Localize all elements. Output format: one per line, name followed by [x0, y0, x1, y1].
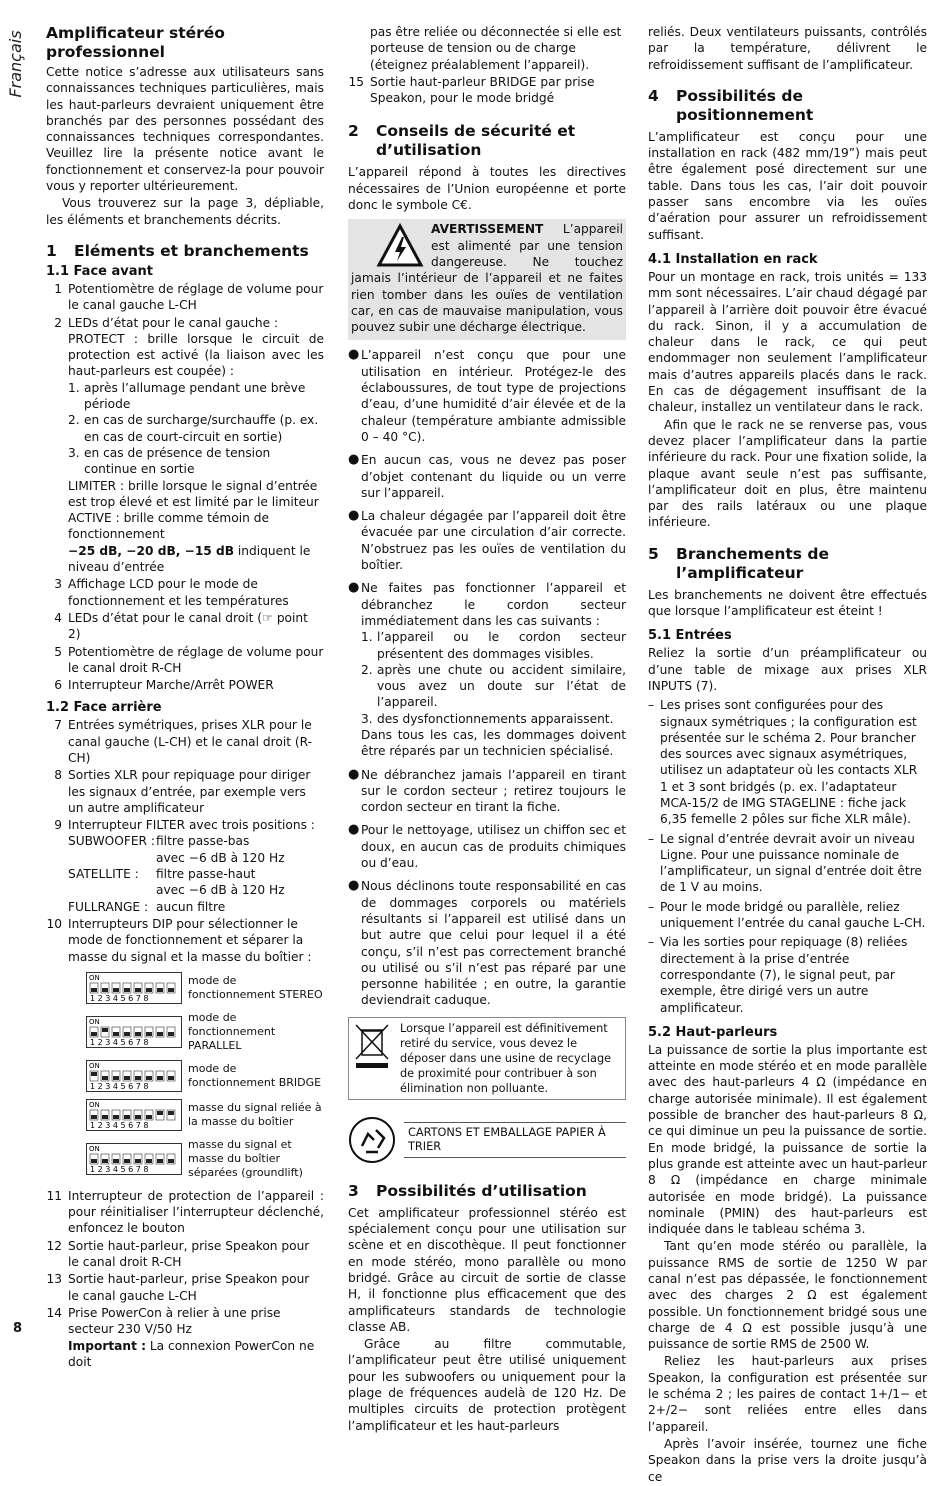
list-item-continued: pas être reliée ou déconnectée si elle est porteuse de tension ou de charge (éteignez préalablement l’appareil).	[370, 25, 622, 72]
bullet-item: ● En aucun cas, vous ne devez pas poser d’objet contenant du liquide ou un verre sur l’appareil.	[348, 452, 626, 500]
section-1-heading: 1 Eléments et branchements	[46, 241, 309, 260]
bullet-item: ● Pour le nettoyage, utilisez un chiffon sec et doux, en aucun cas de produits chimiques ou d’eau.	[348, 822, 626, 871]
section-3-paragraph-2: Grâce au filtre commutable, l’amplificateur peut être utilisé uniquement pour les subwoofers ou uniquement pour la plage de fréquences audelà de 120 Hz. De multiples circuits de protection protègent l’amplificateur et les haut-parleurs	[348, 1337, 626, 1433]
section-2-intro: L’appareil répond à toutes les directives nécessaires de l’Union européenne et porte donc le symbole C€.	[348, 165, 626, 213]
intro-paragraph: Cette notice s’adresse aux utilisateurs sans connaissances techniques particulières, mais les haut-parleurs devraient uniquement être branchés par des personnes possédant des connaissances techniques correspondantes. Veuillez lire la présente notice avant le fonctionnement et conservez-la pour pouvoir vous y reporter ultérieurement.	[46, 65, 324, 194]
dash-item: – Via les sorties pour repiquage (8) reliées directement à la prise d’entrée correspondante (7), le signal peut, par exemple, être dirigé vers un autre amplificateur.	[648, 935, 908, 1015]
subsection-4-1-paragraph: Pour un montage en rack, trois unités = 133 mm sont nécessaires. L’air chaud dégagé par l’appareil à l’arrière doit pouvoir être évacué du rack. Sinon, il y a accumulation de chaleur dans le rack, ce qui peut endommager non seulement l’amplificateur mais d’autres appareils placés dans le rack. En cas de dégagement insuffisant de la chaleur, installez un ventilateur dans le rack.	[648, 269, 927, 415]
continued-paragraph: reliés. Deux ventilateurs puissants, contrôlés par la température, délivrent le refroidissement suffisant de l’amplificateur.	[648, 25, 927, 72]
subsection-5-2-paragraph-2: Tant qu’en mode stéréo ou parallèle, la puissance RMS de sortie de 1250 W par canal n’est pas dépassée, le fonctionnement avec des charges 2 Ω est également possible. Un fonctionnement bridgé sous une charge de 4 Ω est possible jusqu’à une puissance de sortie RMS de 2500 W.	[648, 1239, 927, 1352]
dip-switch-diagram-stereo: ON 1 2 3 4 5 6 7 8 mode de fonctionnement STEREO	[46, 972, 324, 1004]
dip-switch-icon	[86, 1143, 182, 1175]
subsection-1-2: 1.2 Face arrière	[46, 700, 162, 716]
recycle-icon	[348, 1116, 396, 1164]
warning-box: AVERTISSEMENT L’appareil est alimenté par une tension dangereuse. Ne touchez jamais l’intérieur de l’appareil et ne faites rien tomber dans les ouïes de ventilation car, en cas de mauvaise manipulation, vous pouvez subir une décharge électrique.	[348, 219, 626, 340]
document-title: Amplificateur stéréo professionnel	[46, 24, 225, 61]
subsection-5-2-paragraph-3: Reliez les haut-parleurs aux prises Speakon, la configuration est présentée sur le schéma 2 ; les paires de contact 1+/1− et 2+/2− sont reliées entre elles dans l’appareil.	[648, 1354, 927, 1434]
subsection-5-1: 5.1 Entrées	[648, 628, 732, 644]
dash-item: – Le signal d’entrée devrait avoir un niveau Ligne. Pour une puissance nominale de l’amplificateur, un signal d’entrée doit être de 1 V au moins.	[648, 831, 922, 895]
bullet-item: ● L’appareil n’est conçu que pour une utilisation en intérieur. Protégez-le des éclaboussures, de tout type de projections d’eau, d’une humidité d’air élevée et de la chaleur (température ambiante admissible 0 – 40 °C).	[348, 347, 626, 444]
section-5-heading: 5 Branchements de l’amplificateur	[648, 544, 830, 582]
dip-switch-icon	[86, 1099, 182, 1131]
dip-switch-diagram-ground: ON 1 2 3 4 5 6 7 8 masse du signal reliée à la masse du boîtier	[46, 1099, 324, 1131]
column-3	[648, 24, 927, 1486]
crossed-out-bin-icon	[352, 1021, 392, 1071]
list-item: 4 LEDs d’état pour le canal droit (☞ point 2)	[54, 610, 308, 642]
svg-text:1 2 3 4 5 6 7 8: 1 2 3 4 5 6 7 8	[90, 1164, 149, 1174]
high-voltage-warning-icon	[377, 223, 423, 269]
svg-text:ON: ON	[89, 1061, 100, 1070]
svg-text:1 2 3 4 5 6 7 8: 1 2 3 4 5 6 7 8	[90, 1120, 149, 1130]
list-item: 15 Sortie haut-parleur BRIDGE par prise Speakon, pour le mode bridgé	[348, 74, 595, 106]
section-3-paragraph: Cet amplificateur professionnel stéréo est spécialement conçu pour une utilisation sur scène et en discothèque. Il peut fonctionner en mode stéréo, mono parallèle ou mono bridgé. Grâce au circuit de sortie de classe H, il fonctionne plus efficacement que des amplificateurs standards de technologie classe AB.	[348, 1205, 626, 1334]
dip-switch-icon	[86, 972, 182, 1004]
list-item: 12 Sortie haut-parleur, prise Speakon pour le canal droit R-CH	[46, 1238, 310, 1270]
bullet-item: ● Nous déclinons toute responsabilité en cas de dommages corporels ou matériels résultants si l’appareil est utilisé dans un but autre que celui pour lequel il a été conçu, s’il n’est pas correctement branché ou utilisé ou s’il n’est pas réparé par une personne habilitée ; en outre, la garantie deviendrait caduque.	[348, 878, 626, 1008]
subsection-4-1-paragraph-2: Afin que le rack ne se renverse pas, vous devez placer l’amplificateur dans la partie inférieure du rack. Pour une fixation solide, la plaque avant seule n’est pas suffisante, l’amplificateur doit en plus, être maintenu par des rails latéraux ou une plaque inférieure.	[648, 417, 927, 530]
list-item: 14 Prise PowerCon à relier à une prise secteur 230 V/50 Hz Important : La connexion PowerCon ne doit	[46, 1305, 315, 1369]
svg-text:ON: ON	[89, 1100, 100, 1109]
column-2	[348, 24, 626, 1435]
section-4-heading: 4 Possibilités de positionnement	[648, 86, 814, 124]
column-1	[46, 24, 324, 1371]
list-item: 8 Sorties XLR pour repiquage pour diriger les signaux d’entrée, par exemple vers un autre amplificateur	[54, 768, 311, 815]
subsection-1-1: 1.1 Face avant	[46, 263, 153, 279]
packaging-recycling-notice: CARTONS ET EMBALLAGE PAPIER À TRIER	[348, 1116, 626, 1164]
bullet-item: ● La chaleur dégagée par l’appareil doit être évacuée par une circulation d’air correcte. N’obstruez pas les ouïes de ventilation du boîtier.	[348, 508, 626, 573]
dash-item: – Les prises sont configurées pour des signaux symétriques ; la configuration est présentée sur le schéma 2. Pour brancher des sources avec signaux asymétriques, utilisez un adaptateur où les contacts XLR 1 et 3 sont bridgés (p. ex. l’adaptateur MCA-15/2 de IMG STAGELINE : fiche jack 6,35 femelle 2 pôles sur fiche XLR mâle).	[648, 698, 918, 827]
svg-text:1 2 3 4 5 6 7 8: 1 2 3 4 5 6 7 8	[90, 1081, 149, 1091]
svg-text:ON: ON	[89, 1144, 100, 1153]
section-3-heading: 3 Possibilités d’utilisation	[348, 1181, 587, 1200]
list-item: 2 LEDs d’état pour le canal gauche : PROTECT : brille lorsque le circuit de protection est activé (la liaison avec les haut-parleurs est coupée) : 1. après l’allumage pendant une brève période 2. en cas de surcharge/surchauffe (p. ex. en cas de court-circuit en sortie) 3. en cas de présence de tension continue en sortie LIMITER : brille lorsque le signal d’entrée est trop élevé et est limité par le limiteur ACTIVE : brille comme témoin de fonctionnement −25 dB, −20 dB, −15 dB indiquent le niveau d’entrée	[54, 315, 324, 575]
section-5-paragraph: Les branchements ne doivent être effectués que lorsque l’amplificateur est éteint !	[648, 587, 927, 619]
svg-text:1 2 3 4 5 6 7 8: 1 2 3 4 5 6 7 8	[90, 1037, 149, 1047]
list-item: 5 Potentiomètre de réglage de volume pour le canal droit R-CH	[54, 644, 324, 675]
subsection-5-2: 5.2 Haut-parleurs	[648, 1024, 778, 1040]
dip-switch-diagram-parallel: ON 1 2 3 4 5 6 7 8 mode de fonctionnement PARALLEL	[46, 1011, 324, 1053]
dip-switch-diagram-groundlift: ON 1 2 3 4 5 6 7 8 masse du signal et masse du boîtier séparées (groundlift)	[46, 1138, 324, 1180]
subsection-5-2-paragraph: La puissance de sortie la plus importante est atteinte en mode stéréo et en mode parallèle avec des haut-parleurs 4 Ω (impédance en charge autorisée minimale). Il est également possible de brancher des haut-parleurs 8 Ω, ce qui diminue un peu la puissance de sortie. En mode bridgé, la puissance de sortie la plus grande est atteinte avec un haut-parleur 8 Ω (impédance en charge minimale autorisée en mode bridgé). La puissance nominale (PMIN) des haut-parleurs est indiquée dans le tableau schéma 3.	[648, 1042, 927, 1237]
dip-switch-icon	[86, 1060, 182, 1092]
svg-text:ON: ON	[89, 1017, 100, 1026]
section-4-paragraph: L’amplificateur est conçu pour une installation en rack (482 mm/19”) mais peut être également posé directement sur une table. Dans tous les cas, l’air doit pouvoir passer sans encombre via les ouïes d’aération pour assurer un refroidissement suffisant.	[648, 129, 927, 242]
intro-paragraph-2: Vous trouverez sur la page 3, dépliable, les éléments et branchements décrits.	[46, 196, 324, 227]
language-side-label: Français	[5, 30, 25, 98]
svg-text:ON: ON	[89, 973, 100, 982]
svg-text:1 2 3 4 5 6 7 8: 1 2 3 4 5 6 7 8	[90, 993, 149, 1003]
list-item: 7 Entrées symétriques, prises XLR pour le canal gauche (L-CH) et le canal droit (R-CH)	[54, 718, 313, 765]
list-item: 13 Sortie haut-parleur, prise Speakon pour le canal gauche L-CH	[46, 1272, 310, 1303]
list-item: 9 Interrupteur FILTER avec trois positions : SUBWOOFER : filtre passe-bas avec −6 dB à 120 Hz SATELLITE : filtre passe-haut avec −6 dB à 120 Hz FULLRANGE : aucun filtre	[54, 818, 315, 914]
section-2-heading: 2 Conseils de sécurité et d’utilisation	[348, 122, 576, 160]
bullet-item: ● Ne débranchez jamais l’appareil en tirant sur le cordon secteur ; retirez toujours le cordon secteur en tirant la fiche.	[348, 766, 626, 815]
page-number: 8	[13, 1321, 23, 1336]
bullet-item: ● Ne faites pas fonctionner l’appareil et débranchez le cordon secteur immédiatement dans les cas suivants : 1. l’appareil ou le cordon secteur présentent des dommages visibles. 2. après une chute ou accident similaire, vous avez un doute sur l’état de l’appareil. 3. des dysfonctionnements apparaissent. Dans tous les cas, les dommages doivent être réparés par un technicien spécialisé.	[348, 580, 626, 759]
dash-item: – Pour le mode bridgé ou parallèle, reliez uniquement l’entrée du canal gauche L-CH.	[648, 899, 926, 931]
list-item: 10 Interrupteurs DIP pour sélectionner le mode de fonctionnement et séparer la masse du signal et la masse du boîtier :	[46, 916, 312, 964]
list-item: 3 Affichage LCD pour le mode de fonctionnement et les températures	[54, 577, 289, 608]
subsection-5-2-paragraph-4: Après l’avoir insérée, tournez une fiche Speakon dans la prise vers la droite jusqu’à ce	[648, 1436, 927, 1484]
dip-switch-diagram-bridge: ON 1 2 3 4 5 6 7 8 mode de fonctionnement BRIDGE	[46, 1060, 324, 1092]
list-item: 11 Interrupteur de protection de l’appareil : pour réinitialiser l’interrupteur déclenché, enfoncez le bouton	[46, 1188, 324, 1236]
disposal-notice: Lorsque l’appareil est définitivement retiré du service, vous devez le déposer dans une usine de recyclage de proximité pour contribuer à son élimination non polluante.	[348, 1017, 626, 1100]
dip-switch-icon	[86, 1016, 182, 1048]
list-item: 6 Interrupteur Marche/Arrêt POWER	[54, 678, 274, 693]
list-item: 1 Potentiomètre de réglage de volume pour le canal gauche L-CH	[54, 281, 324, 313]
subsection-4-1: 4.1 Installation en rack	[648, 251, 818, 267]
subsection-5-1-paragraph: Reliez la sortie d’un préamplificateur ou d’une table de mixage aux prises XLR INPUTS (7).	[648, 646, 927, 693]
